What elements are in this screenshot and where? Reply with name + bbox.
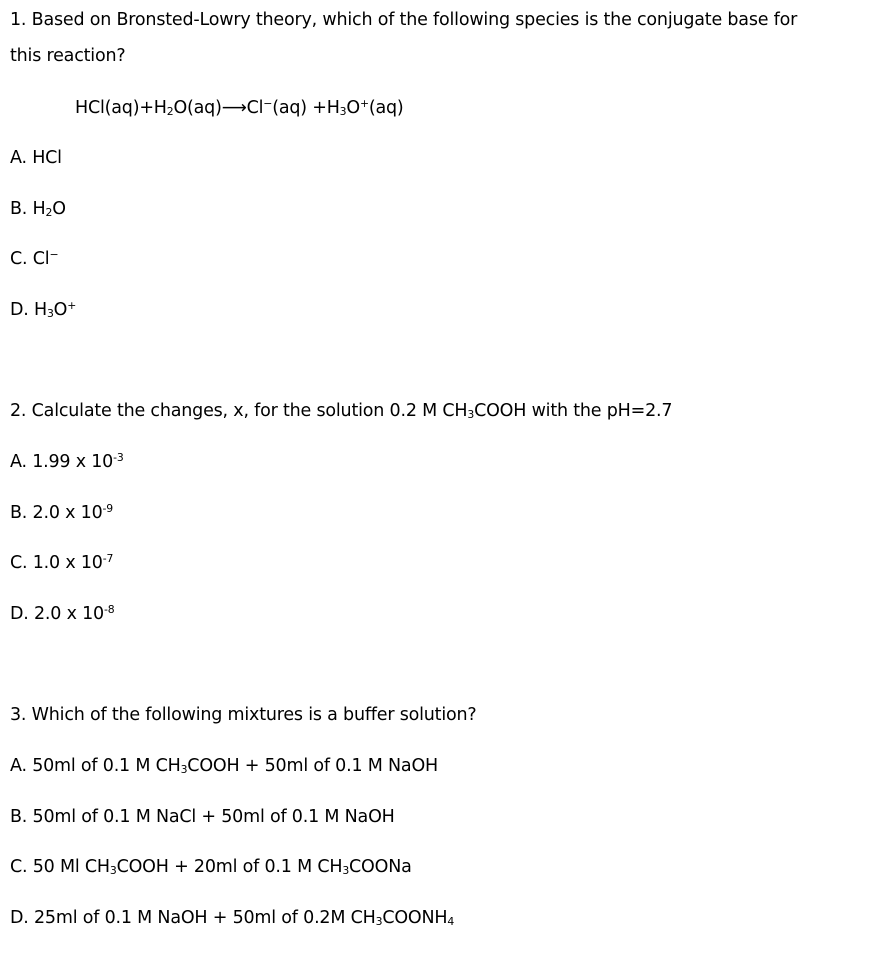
q2-prompt: 2. Calculate the changes, x, for the solution 0.2 M $CH_3COOH$ with the pH=2.7 [10,401,673,422]
q3-prompt: 3. Which of the following mixtures is a buffer solution? [10,705,477,725]
q3-option-c[interactable]: C. 50 Ml $CH_3COOH + 20ml$ of 0.1 M $CH_3COONa$ [10,857,412,878]
q1-prompt-line2: this reaction? [10,46,126,66]
q2-option-b[interactable]: B. 2.0 x $10^{-9}$ [10,502,113,523]
q3-option-b[interactable]: B. 50ml of 0.1 M NaCl + 50ml of 0.1 M NaOH [10,807,395,827]
q1-option-c[interactable]: C. Cl− [10,248,59,269]
q1-option-d[interactable]: D. $H_3O^+$ [10,299,77,321]
q1-option-b[interactable]: B. $H_2O$ [10,199,66,220]
q1-prompt-line1: 1. Based on Bronsted-Lowry theory, which of the following species is the conjugate base for [10,10,798,30]
q2-option-c[interactable]: C. 1.0 x $10^{-7}$ [10,552,114,573]
q3-option-d[interactable]: D. 25ml of 0.1 M NaOH + 50ml of 0.2M $CH_3COONH_4$ [10,908,455,929]
q1-option-a[interactable]: A. HCl [10,148,62,168]
q1-equation: $HCl(aq)+H_2O(aq)⟶Cl^-(aq) +H_3O^+(aq)$ [75,97,404,119]
q2-option-a[interactable]: A. 1.99 x $10^{-3}$ [10,451,124,472]
q2-option-d[interactable]: D. 2.0 x $10^{-8}$ [10,603,115,624]
q3-option-a[interactable]: A. 50ml of 0.1 M $CH_3COOH + 50ml$ of 0.1 M NaOH [10,756,438,777]
